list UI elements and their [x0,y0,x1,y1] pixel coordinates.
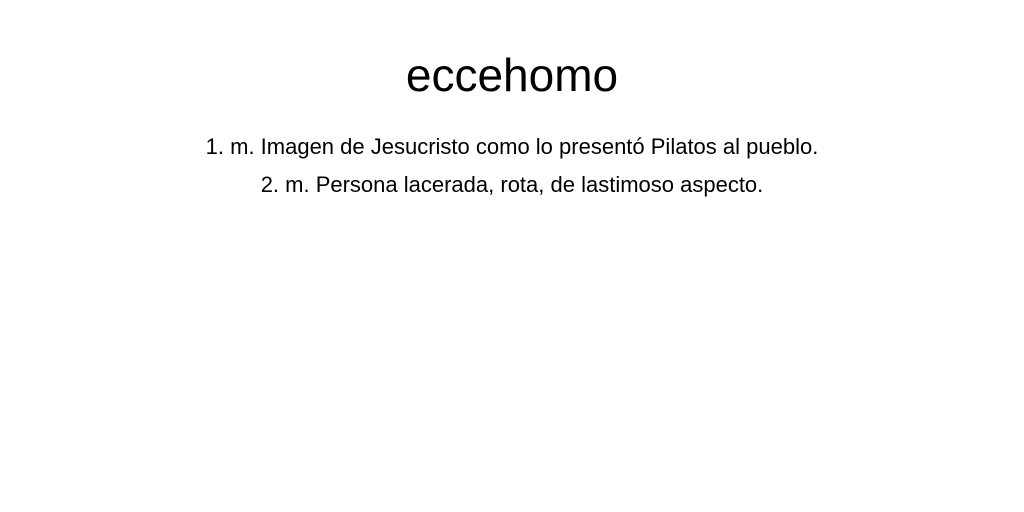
definition-2: 2. m. Persona lacerada, rota, de lastimoso aspecto. [260,172,764,197]
definition-1: 1. m. Imagen de Jesucristo como lo presentó Pilatos al pueblo. [205,134,819,159]
definition-list [0,128,1024,204]
entry-word: eccehomo [405,49,619,101]
